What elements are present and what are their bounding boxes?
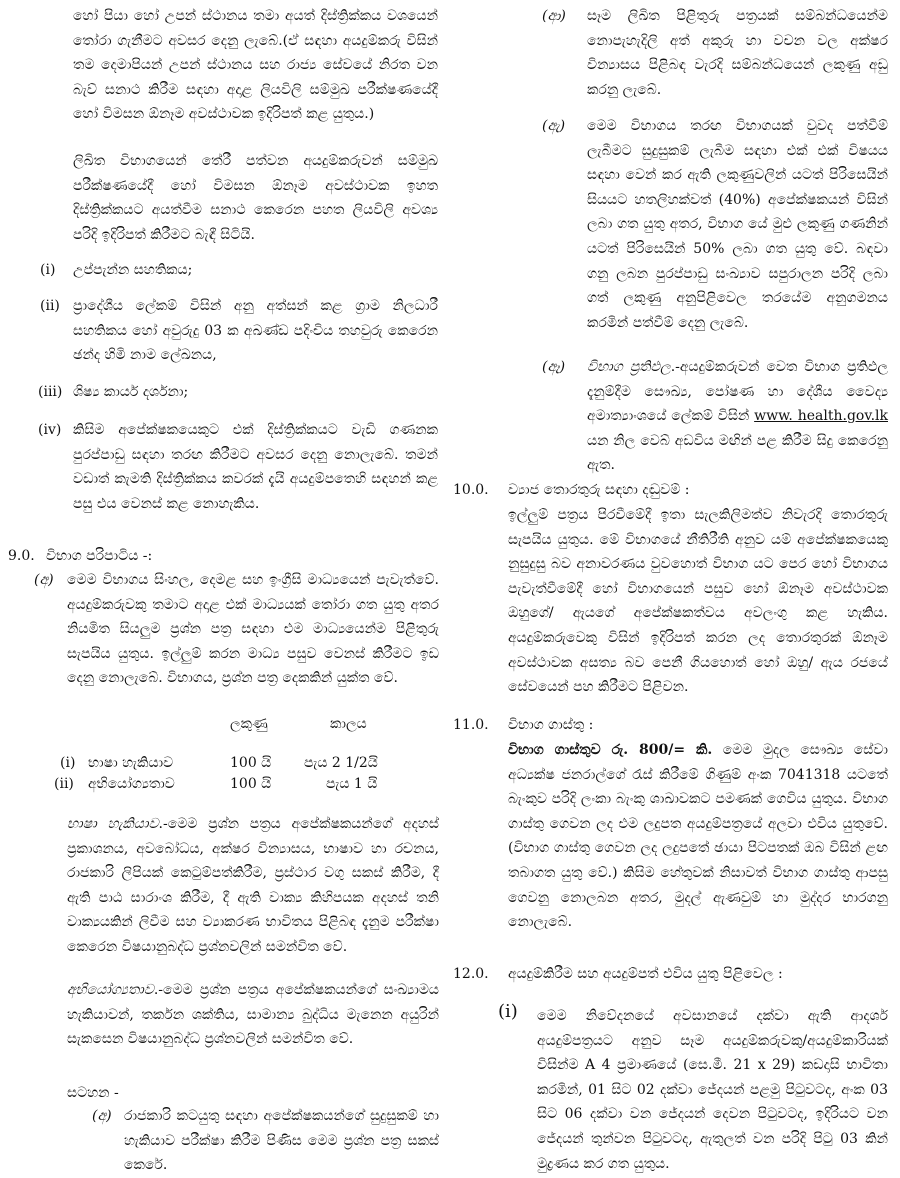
table-row-time: පැය 2 1/2යි bbox=[304, 755, 378, 771]
right-column bbox=[455, 0, 900, 1178]
table-row-marks: 100 යි bbox=[230, 776, 272, 792]
list-item-num-i: (i) bbox=[40, 262, 56, 278]
website-link[interactable]: www. health.gov.lk bbox=[754, 408, 888, 425]
note-aa-label: (ආ) bbox=[542, 8, 566, 24]
section-12-i-text: මෙම නිවේදනයේ අවසානයේ දක්වා ඇති ආදර්ශ අයදුම්පත්‍රයට අනුව සෑම අයදුම්කරුවකු/අයදුම්කාරියක් විසින්ම A 4 ප්‍රමාණයේ (සෙ.මී. 21 x 29) කඩදාසි භාවිතා කරමින්, 01 සිට 02 දක්වා ජේදයන් පළමු පිටුවටද, අංක 03 සිට 06 දක්වා වන ජේදයන් දෙවන පිටුවටද, ඉදිරියට වන ජේදයන් තුන්වන පිටුවටද, ඇතුලත් වන පරිදි පිටු 03 කින් මුද්‍රණය කර ගත යුතුය. bbox=[537, 1008, 888, 1172]
section-12-i-label: (i) bbox=[498, 1001, 518, 1022]
aptitude-body: .-මෙම ප්‍රශ්න පත්‍රය අපේක්ෂකයන්ගේ සංඛ්‍යාමය හැකියාවන්, තර්කන ශක්තිය, සාමාන්‍ය බුද්ධිය මැනෙන අයුරින් සැකසෙන විෂයානුබද්ධ ප්‍රශ්නවලින් සමන්විත වේ. bbox=[67, 982, 439, 1048]
exam-results-text-after: යන නිල වෙබ් අඩවිය මඟින් පළ කිරීම සිදු කෙරෙනු ඇත. bbox=[587, 432, 888, 474]
table-row-num: (ii) bbox=[54, 776, 74, 792]
note-a-text: රාජකාරි කටයුතු සඳහා අපේක්ෂකයන්ගේ සුදුසුකම් හා හැකියාව පරීක්ෂා කිරීම පිණිස මෙම ප්‍රශ්න පත්‍ර සකස් කෙරේ. bbox=[124, 1108, 439, 1174]
section-9-title: විභාග පරිපාටිය -: bbox=[46, 548, 153, 564]
section-12-number: 12.0. bbox=[453, 966, 489, 982]
aptitude-paragraph bbox=[67, 978, 439, 1052]
documents-paragraph: ලිඛිත විභාගයෙන් තේරී පත්වන අයදුම්කරුවන් සම්මුඛ පරීක්ෂණයේදී හෝ විමසන ඕනෑම අවස්ථාවක ඉහත දිස්ත්‍රික්කයට අයත්වීම සනාථ කෙරෙන පහත ලියවිලි අවශ්‍ය පරිදි ඉදිරිපත් කිරීමට බැඳී සිටියි. bbox=[73, 153, 438, 243]
section-10-number: 10.0. bbox=[453, 482, 489, 498]
list-item-num-iv: (iv) bbox=[38, 422, 62, 438]
section-9-number: 9.0. bbox=[8, 548, 35, 564]
language-ability-paragraph bbox=[67, 812, 439, 960]
language-ability-body: .-මෙම ප්‍රශ්න පත්‍රය අපේක්ෂකයන්ගේ අදහස් ප්‍රකාශනය, අවබෝධය, අක්ෂර වින්‍යාසය, භාෂාව හා රචනය, රාජකාරි ලිපියක් කෙටුම්පත්කිරීම, ප්‍රස්ථාර වගු සකස් කිරීම, දී ඇති පාඨ සාරාංශ කිරීම, දී ඇති වාක්‍ය කිහිපයක අදහස් තනි වාක්‍යයකින් ලිවීම සහ ව්‍යාකරණ භාවිතය පිළිබඳ දැනුම පරීක්ෂා කෙරෙන විෂයානුබද්ධ ප්‍රශ්නවලින් සමන්විත වේ. bbox=[67, 816, 439, 955]
section-9-a-text: මෙම විභාගය සිංහල, දෙමළ සහ ඉංග්‍රීසි මාධ්‍යයෙන් පැවැත්වේ. අයදුම්කරුවකු තමාට අදාළ එක් මාධ්‍යයක් තෝරා ගත යුතු අතර නියමිත සියලුම ප්‍රශ්න පත්‍ර සඳහා එම මාධ්‍යයෙන්ම පිළිතුරු සැපයිය යුතුය. ඉල්ලුම් කරන මාධ්‍ය පසුව වෙනස් කිරීමට ඉඩ දෙනු නොලැබේ. විභාගය, ප්‍රශ්න පත්‍ර දෙකකින් යුක්ත වේ. bbox=[67, 572, 439, 687]
exam-results-heading: විභාග ප්‍රතිඵල bbox=[587, 359, 671, 375]
note-a-label: (අ) bbox=[92, 1108, 112, 1124]
note-heading: සටහන - bbox=[67, 1085, 119, 1101]
note-aa-text: සෑම ලිඛිත පිළිතුරු පත්‍රයක් සම්බන්ධයෙන්ම නොපැහැදිලි අත් අකුරු හා වචන වල අක්ෂර වින්‍යාසය පිළිබඳ වැරදි සම්බන්ධයෙන් ලකුණු අඩු කරනු ලැබේ. bbox=[587, 8, 888, 98]
table-row-marks: 100 යි bbox=[230, 755, 272, 771]
table-row-time: පැය 1 යි bbox=[326, 776, 378, 792]
exam-fee-statement: විභාග ගාස්තුව රු. 800/= කි. bbox=[508, 742, 713, 758]
list-item-num-ii: (ii) bbox=[40, 298, 60, 314]
list-item-text-i: උප්පැන්න සහතිකය; bbox=[73, 262, 193, 278]
list-item-text-iv: කිසිම අපේක්ෂකයෙකුට එක් දිස්ත්‍රික්කයට වැඩි ගණනක පුරප්පාඩු සඳහා තරඟ කිරීමට අවසර දෙනු නොලැබේ. තමන් වඩාත් කැමති දිස්ත්‍රික්කය කවරක් දැයි අයදුම්පතෙහි සඳහන් කළ පසු එය වෙනස් කළ නොහැකිය. bbox=[73, 422, 438, 512]
table-row-num: (i) bbox=[60, 755, 76, 771]
list-item-num-iii: (iii) bbox=[38, 384, 63, 400]
section-11-text bbox=[508, 738, 888, 935]
section-9-a-label: (අ) bbox=[34, 572, 54, 588]
section-11-body: මෙම මුදල සෞඛ්‍ය සේවා අධ්‍යක්ෂ ජනරාල්ගේ රැස් කිරීමේ ගිණුම් අංක 7041318 යටතේ බැංකුව පරිදි ලංකා බැංකු ශාඛාවකට පමණක් ගෙවිය යුතුය. විභාග ගාස්තු ගෙවන ලද එම ලදුපත අයදුම්පත්‍රයේ අලවා එවිය යුතුවේ. (විභාග ගාස්තු ගෙවන ලද ලදුපතේ ඡායා පිටපතක් ඔබ විසින් ළඟ තබාගත යුතු වේ.) කිසිම හේතුවක් නිසාවත් විභාග ගාස්තු ආපසු ගෙවනු නොලබන අතර, මුදල් ඇණවුම් හා මුද්දර භාරගනු නොලැබේ. bbox=[508, 742, 888, 931]
exam-results-text-before: .-අයදුම්කරුවන් වෙත විභාග ප්‍රතිඵල දැනුම්දීම සෞඛ්‍ය, පෝෂණ හා දේශීය වෛද්‍ය අමාත්‍යාංශයේ ලේකම් විසින් bbox=[587, 359, 889, 425]
language-ability-heading: භාෂා හැකියාව bbox=[67, 816, 159, 832]
table-row-name: භාෂා හැකියාව bbox=[88, 755, 174, 771]
section-11-number: 11.0. bbox=[453, 717, 489, 733]
intro-paragraph: හෝ පියා හෝ උපන් ස්ථානය තමා අයත් දිස්ත්‍රික්කය වශයෙන් තෝරා ගැනීමට අවසර දෙනු ලැබේ.(ඒ සඳහා අයදුම්කරු විසින් තම දෙමාපියන් උපන් ස්ථානය සහ රාජ්‍ය සේවයේ නිරත වන බැව් සනාථ කිරීම සඳහා අදාළ ලියවිලි සම්මුඛ පරීක්ෂණයේදී හෝ විමසන ඕනෑම අවස්ථාවක ඉදිරිපත් කළ යුතුය.) bbox=[73, 8, 438, 123]
exam-results-paragraph bbox=[587, 355, 888, 478]
list-item-text-iii: ශිෂ්‍ය කාර්ය දර්ශනා; bbox=[73, 384, 189, 400]
note-ae-label: (ඇ) bbox=[542, 118, 566, 134]
section-11-title: විභාග ගාස්තු : bbox=[508, 717, 594, 733]
table-header-time: කාලය bbox=[330, 716, 367, 732]
table-header-marks: ලකුණු bbox=[230, 716, 268, 732]
table-row-name: අභියෝග්‍යතාව bbox=[88, 776, 175, 792]
section-10-title: ව්‍යාජ තොරතුරු සඳහා දඬුවම් : bbox=[508, 482, 690, 498]
section-10-text: ඉල්ලුම් පත්‍රය පිරවීමේදී ඉතා සැලකිලිමත්ව නිවැරදි තොරතුරු සැපයිය යුතුය. මේ විභාගයේ නීතිරීති අනුව යම් අපේක්ෂකයෙකු නුසුදුසු බව අනාවරණය වුවහොත් විභාග යට පෙර හෝ විභාගය පැවැත්වීමේදී හෝ විභාගයෙන් පසුව හෝ ඕනෑම අවස්ථාවක ඔහුගේ/ ඇයගේ අපේක්ෂකත්වය අවලංගු කළ හැකිය. අයදුම්කරුවෙකු විසින් ඉදිරිපත් කරන ලද තොරතුරක් ඕනෑම අවස්ථාවක අසත්‍ය බව පෙනී ගියහොත් හෝ ඔහු/ ඇය රජයේ සේවයෙන් පහ කිරීමට පිළිවන. bbox=[508, 507, 888, 696]
aptitude-heading: අභියෝග්‍යතාව bbox=[67, 982, 154, 998]
section-12-title: අයදුම්කිරීම සහ අයදුම්පත් එවිය යුතු පිළිවෙල : bbox=[508, 966, 783, 982]
note-ae-text: මෙම විභාගය තරඟ විභාගයක් වුවද පත්වීම් ලැබීමට සුදුසුකම් ලැබීම සඳහා එක් එක් විෂයය සඳහා වෙන් කර ඇති ලකුණුවලින් යටත් පිරිසෙයින් සියයට හතලිහක්වත් (40%) අපේක්ෂකයන් විසින් ලබා ගත යුතු අතර, විභාග යේ මුළු ලකුණු ගණනින් යටත් පිරිසෙයින් 50% ලබා ගත යුතු වේ. බඳවා ගනු ලබන පුරප්පාඩු සංඛ්‍යාව සපුරාලන පරිදි ලබා ගත් ලකුණු අනුපිළිවෙල තරයේම අනුගමනය කරමින් පත්වීම් දෙනු ලැබේ. bbox=[587, 118, 888, 331]
note-aee-label: (ඈ) bbox=[542, 359, 566, 375]
list-item-text-ii: ප්‍රාදේශීය ලේකම් විසින් අනු අත්සන් කළ ග්‍රාම නිලධාරී සහතිකය හෝ අවුරුදු 03 ක අඛණ්ඩ පදිංචිය තහවුරු කෙරෙන ඡන්ද හිමි නාම ලේඛනය, bbox=[73, 298, 438, 364]
